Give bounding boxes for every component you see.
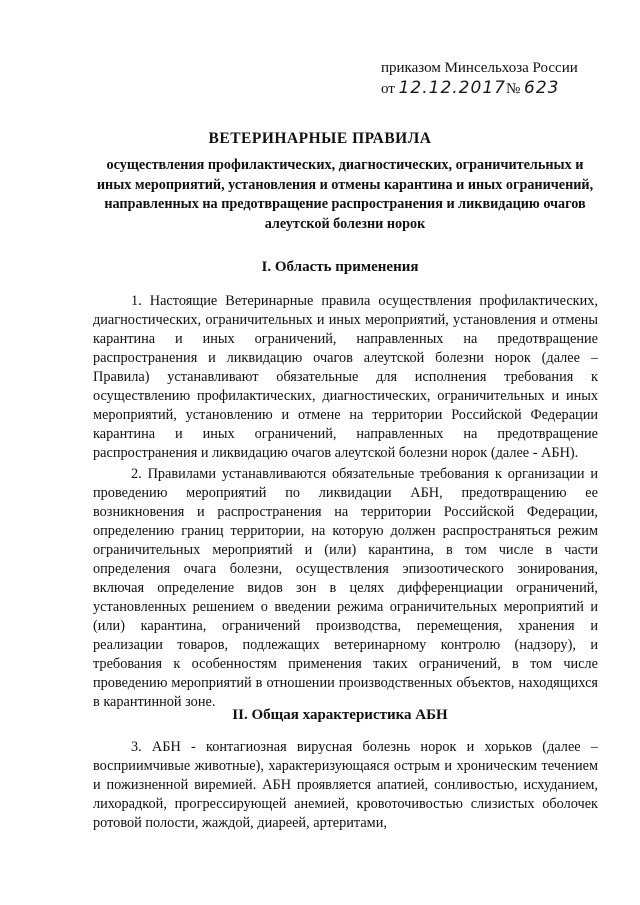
date-prefix: от <box>381 81 395 97</box>
number-sign: № <box>505 81 521 97</box>
paragraph-3: 3. АБН - контагиозная вирусная болезнь норок и хорьков (далее – восприимчивые животные), характеризующаяся острым и хроническим течением и пожизненной виремией. АБН проявляется апатией, сонливостью, исхуданием, лихорадкой, прогрессирующей анемией, кровоточивостью слизистых оболочек ротовой полости, жаждой, диареей, артеритами, <box>93 739 598 831</box>
order-date-line <box>381 78 578 99</box>
section-2-heading: II. Общая характеристика АБН <box>232 707 448 723</box>
order-reference <box>381 58 578 99</box>
paragraph-2: 2. Правилами устанавливаются обязательные требования к организации и проведению мероприятий по ликвидации АБН, предотвращению ее возникновения и распространения на территории Российской Федерации, определению границ территории, на которую должен распространяться режим ограничительных мероприятий и (или) карантина, в том числе в части определения очага болезни, осуществления эпизоотического зонирования, включая определение видов зон в целях дифференциации ограничений, установленных решением о введении режима ограничительных мероприятий и (или) карантина, ограничений производства, перемещения, хранения и реализации товаров, подлежащих ветеринарному контролю (надзору), и требования к особенностям применения таких ограничений, в том числе проведению мероприятий в отношении производственных объектов, находящихся в карантинной зоне. <box>93 466 598 710</box>
document-subtitle: осуществления профилактических, диагностических, ограничительных и иных мероприятий, установления и отмены карантина и иных ограничений, направленных на предотвращение распространения и ликвидацию очагов алеутской болезни норок <box>96 157 594 232</box>
paragraph-1: 1. Настоящие Ветеринарные правила осуществления профилактических, диагностических, ограничительных и иных мероприятий, установления и отмены карантина и иных ограничений, направленных на предотвращение распространения и ликвидацию очагов алеутской болезни норок (далее – Правила) устанавливают обязательные для исполнения требования к осуществлению профилактических, диагностических, ограничительных и иных мероприятий, установлению и отмене на территории Российской Федерации карантина и иных ограничений, направленных на предотвращение распространения и ликвидацию очагов алеутской болезни норок (далее - АБН). <box>93 293 598 461</box>
document-title: ВЕТЕРИНАРНЫЕ ПРАВИЛА <box>208 130 432 147</box>
handwritten-date: 12.12.2017 <box>398 78 506 98</box>
order-line: приказом Минсельхоза России <box>381 60 578 76</box>
handwritten-number: 623 <box>524 78 560 98</box>
section-1-heading: I. Область применения <box>261 259 419 275</box>
